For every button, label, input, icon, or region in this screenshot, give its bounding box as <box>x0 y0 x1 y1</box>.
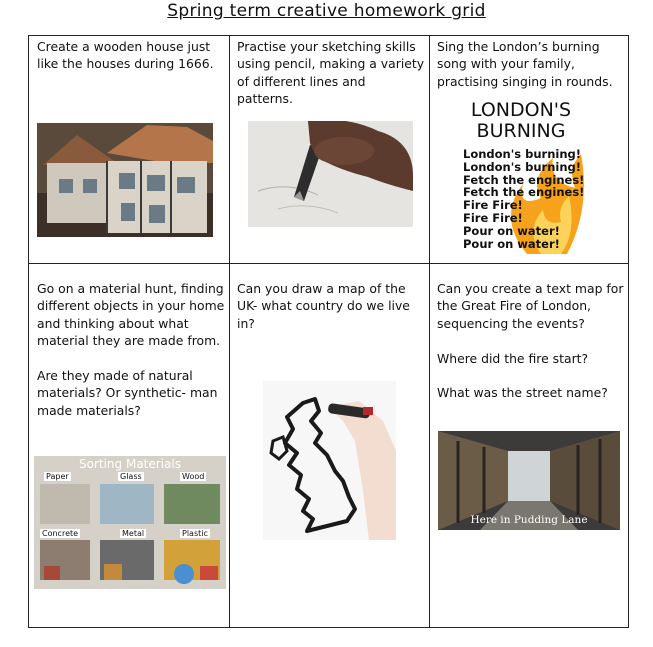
sorting-materials-board <box>34 456 226 589</box>
poster-line: Fire Fire! <box>463 198 523 213</box>
cell-material-hunt <box>29 264 229 627</box>
cell-paragraph: Create a wooden house just like the houses during 1666. <box>37 39 214 72</box>
material-label: Plastic <box>182 529 208 538</box>
page-title: Spring term creative homework grid <box>167 1 486 21</box>
material-label: Metal <box>122 529 145 538</box>
cell-text <box>237 38 425 125</box>
material-label: Glass <box>120 472 142 481</box>
poster-line: Fetch the engines! <box>463 185 585 200</box>
cell-sketching <box>230 36 429 263</box>
poster-line: London's burning! <box>463 147 581 161</box>
cell-text <box>437 280 625 419</box>
cell-paragraph: Go on a material hunt, finding different objects in your home and thinking about what material they are made from. <box>37 281 225 349</box>
cell-paragraph: Can you draw a map of the UK- what country do we live in? <box>237 281 410 331</box>
uk-map-drawing-photo <box>263 381 396 540</box>
cell-wooden-house <box>29 36 229 263</box>
cell-text-map <box>430 264 628 627</box>
poster-line: Fire Fire! <box>463 210 523 225</box>
pudding-lane-photo <box>438 431 620 530</box>
cell-londons-burning <box>430 36 628 263</box>
cell-text <box>237 280 425 350</box>
cell-paragraph: Are they made of natural materials? Or synthetic- man made materials? <box>37 368 218 418</box>
cell-paragraph: Can you create a text map for the Great Fire of London, sequencing the events? <box>437 281 624 331</box>
poster-title: BURNING <box>476 120 566 142</box>
cell-paragraph: Where did the fire start? <box>437 350 589 366</box>
cell-paragraph: Sing the London’s burning song with your family, practising singing in rounds. <box>437 39 613 89</box>
street-caption: Here in Pudding Lane <box>470 514 588 526</box>
sorting-board-heading: Sorting Materials <box>79 457 181 471</box>
cell-paragraph: What was the street name? <box>437 385 608 401</box>
londons-burning-poster <box>457 98 585 254</box>
poster-line: London's burning! <box>463 159 581 174</box>
wooden-house-photo <box>37 123 213 237</box>
cell-text <box>37 280 225 437</box>
cell-text <box>37 38 223 90</box>
poster-line: Pour on water! <box>463 236 560 251</box>
cell-paragraph: Practise your sketching skills using pencil, making a variety of different lines and patterns. <box>237 39 425 107</box>
poster-line: Pour on water! <box>463 223 560 238</box>
poster-line: Fetch the engines! <box>463 172 585 187</box>
material-label: Concrete <box>42 529 79 538</box>
pencil-sketch-photo <box>248 121 413 227</box>
poster-title: LONDON'S <box>470 99 572 121</box>
material-label: Wood <box>182 472 205 481</box>
homework-grid <box>28 35 629 628</box>
material-label: Paper <box>46 472 69 481</box>
cell-uk-map <box>230 264 429 627</box>
